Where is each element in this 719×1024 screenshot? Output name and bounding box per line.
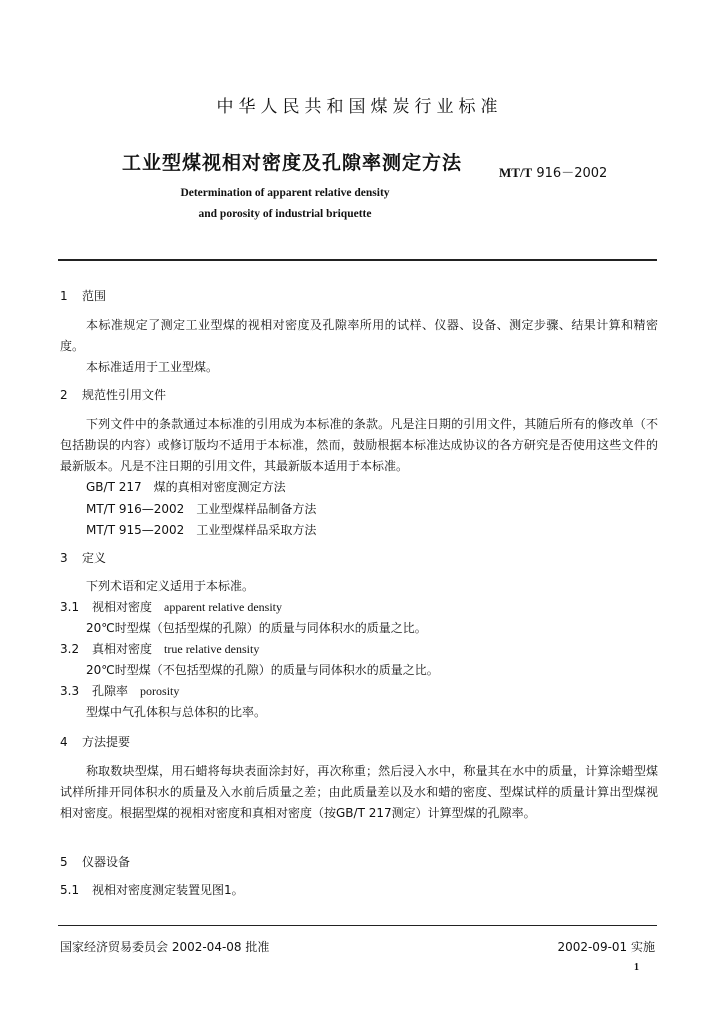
section-1-heading <box>60 287 106 304</box>
footer-divider <box>58 925 657 926</box>
section-5-number: 5 <box>60 855 68 869</box>
section-4-number: 4 <box>60 735 68 749</box>
term-heading <box>60 682 179 699</box>
english-title-line2: and porosity of industrial briquette <box>198 208 372 220</box>
subsection-5-1 <box>60 881 244 898</box>
reference-item: GB/T 217 煤的真相对密度测定方法 <box>86 480 286 494</box>
term-number: 3.1 <box>60 600 80 614</box>
section-4-heading <box>60 733 130 750</box>
section-1-number: 1 <box>60 289 68 303</box>
section-2-title: 规范性引用文件 <box>82 388 167 402</box>
term-name-cn: 真相对密度 <box>92 642 153 656</box>
approval-note: 国家经济贸易委员会 2002-04-08 批准 <box>60 940 270 954</box>
term-heading <box>60 640 259 657</box>
term-definition: 型煤中气孔体积与总体积的比率。 <box>86 705 267 719</box>
standard-title: 工业型煤视相对密度及孔隙率测定方法 <box>122 152 463 174</box>
reference-item: MT/T 916—2002 工业型煤样品制备方法 <box>86 502 317 516</box>
section-5-heading <box>60 853 130 870</box>
section-1-paragraph-2: 本标准适用于工业型煤。 <box>86 360 219 374</box>
page-number: 1 <box>634 962 639 973</box>
section-3-number: 3 <box>60 551 68 565</box>
term-name-en: apparent relative density <box>164 600 282 614</box>
section-2-number: 2 <box>60 388 68 402</box>
section-2-heading <box>60 386 166 403</box>
section-2-paragraph-1: 下列文件中的条款通过本标准的引用成为本标准的条款。凡是注日期的引用文件，其随后所有的修改单（不包括勘误的内容）或修订版均不适用于本标准，然而，鼓励根据本标准达成协议的各方研究是否使用这些文件的最新版本。凡是不注日期的引用文件，其最新版本适用于本标准。 <box>60 417 658 473</box>
standard-code <box>499 162 607 181</box>
term-definition: 20℃时型煤（包括型煤的孔隙）的质量与同体积水的质量之比。 <box>86 621 427 635</box>
term-heading <box>60 598 282 615</box>
standard-code-prefix: MT/T <box>499 165 533 180</box>
term-definition: 20℃时型煤（不包括型煤的孔隙）的质量与同体积水的质量之比。 <box>86 663 439 677</box>
header-divider <box>58 259 657 261</box>
term-name-cn: 视相对密度 <box>92 600 153 614</box>
term-name-cn: 孔隙率 <box>92 684 129 698</box>
section-4-paragraph-1: 称取数块型煤，用石蜡将每块表面涂封好，再次称重；然后浸入水中，称量其在水中的质量，计算涂蜡型煤试样所排开同体积水的质量及入水前后质量之差；由此质量差以及水和蜡的密度、型煤试样的质量计算出型煤视相对密度。根据型煤的视相对密度和真相对密度（按GB/T 217测定）计算型煤的孔隙率。 <box>60 764 658 820</box>
issuing-organization: 中华人民共和国煤炭行业标准 <box>216 97 503 117</box>
term-number: 3.3 <box>60 684 80 698</box>
section-1-title: 范围 <box>82 289 107 303</box>
term-name-en: true relative density <box>164 642 260 656</box>
standard-code-number: 916－2002 <box>536 166 608 181</box>
section-3-title: 定义 <box>82 551 107 565</box>
subsection-text: 视相对密度测定装置见图1。 <box>92 883 244 897</box>
reference-item: MT/T 915—2002 工业型煤样品采取方法 <box>86 523 317 537</box>
section-1-paragraph-1: 本标准规定了测定工业型煤的视相对密度及孔隙率所用的试样、仪器、设备、测定步骤、结果计算和精密度。 <box>60 318 658 353</box>
section-3-heading <box>60 549 106 566</box>
term-number: 3.2 <box>60 642 80 656</box>
english-title-line1: Determination of apparent relative density <box>180 187 390 199</box>
section-5-title: 仪器设备 <box>82 855 131 869</box>
section-3-intro: 下列术语和定义适用于本标准。 <box>86 579 255 593</box>
term-name-en: porosity <box>140 684 180 698</box>
implementation-date: 2002-09-01 实施 <box>557 940 655 954</box>
subsection-number: 5.1 <box>60 883 80 897</box>
section-4-title: 方法提要 <box>82 735 131 749</box>
